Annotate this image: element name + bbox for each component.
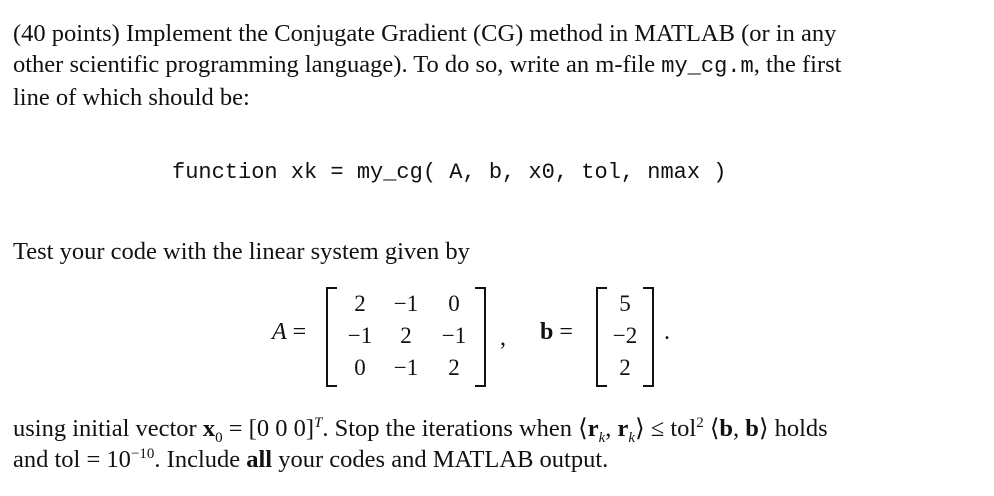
- matrix-cell: 0: [448, 291, 460, 316]
- matrix-A: [326, 287, 486, 383]
- vector-cell: 2: [619, 355, 631, 380]
- vector-b-label: b =: [540, 319, 573, 345]
- intro-paragraph: [13, 18, 983, 113]
- closing-paragraph: [13, 413, 983, 475]
- matrix-cell: 2: [400, 323, 412, 348]
- matrix-cell: −1: [393, 355, 419, 380]
- comma: ,: [500, 325, 506, 351]
- intro-line-2: [13, 49, 983, 82]
- intro-line-2-tail: , the first: [753, 51, 842, 78]
- filename: my_cg.m: [661, 54, 754, 79]
- closing-line-1: using initial vector $x_0 = [0$ 0 0]$^T$. Stop the iterations when $⟨r_k$, $r_k⟩ \le tol^2$ ⟨b, b⟩ holds: [13, 414, 828, 446]
- test-line: Test your code with the linear system given by: [13, 238, 470, 265]
- linear-system: [0, 285, 994, 385]
- period: .: [664, 319, 670, 345]
- matrix-cell: 2: [448, 355, 460, 380]
- matrix-cell: 0: [354, 355, 366, 380]
- matrix-cell: −1: [347, 323, 373, 348]
- function-signature: function xk = my_cg( A, b, x0, tol, nmax ): [172, 160, 727, 185]
- emphasis-all: all: [246, 446, 273, 473]
- intro-line-3: line of which should be:: [13, 84, 250, 111]
- vector-cell: 5: [619, 291, 631, 316]
- matrix-cell: −1: [441, 323, 467, 348]
- intro-line-2-text: other scientific programming language). To do so, write an m-file: [13, 51, 662, 78]
- matrix-cell: 2: [354, 291, 366, 316]
- closing-line-2: and tol = $10^{-10}$. Include all your codes and MATLAB output.: [13, 445, 609, 473]
- vector-b: [596, 287, 654, 383]
- intro-line-1: (40 points) Implement the Conjugate Gradient (CG) method in MATLAB (or in any: [13, 20, 837, 47]
- matrix-cell: −1: [393, 291, 419, 316]
- vector-cell: −2: [612, 323, 638, 348]
- matrix-A-label: A =: [272, 319, 307, 345]
